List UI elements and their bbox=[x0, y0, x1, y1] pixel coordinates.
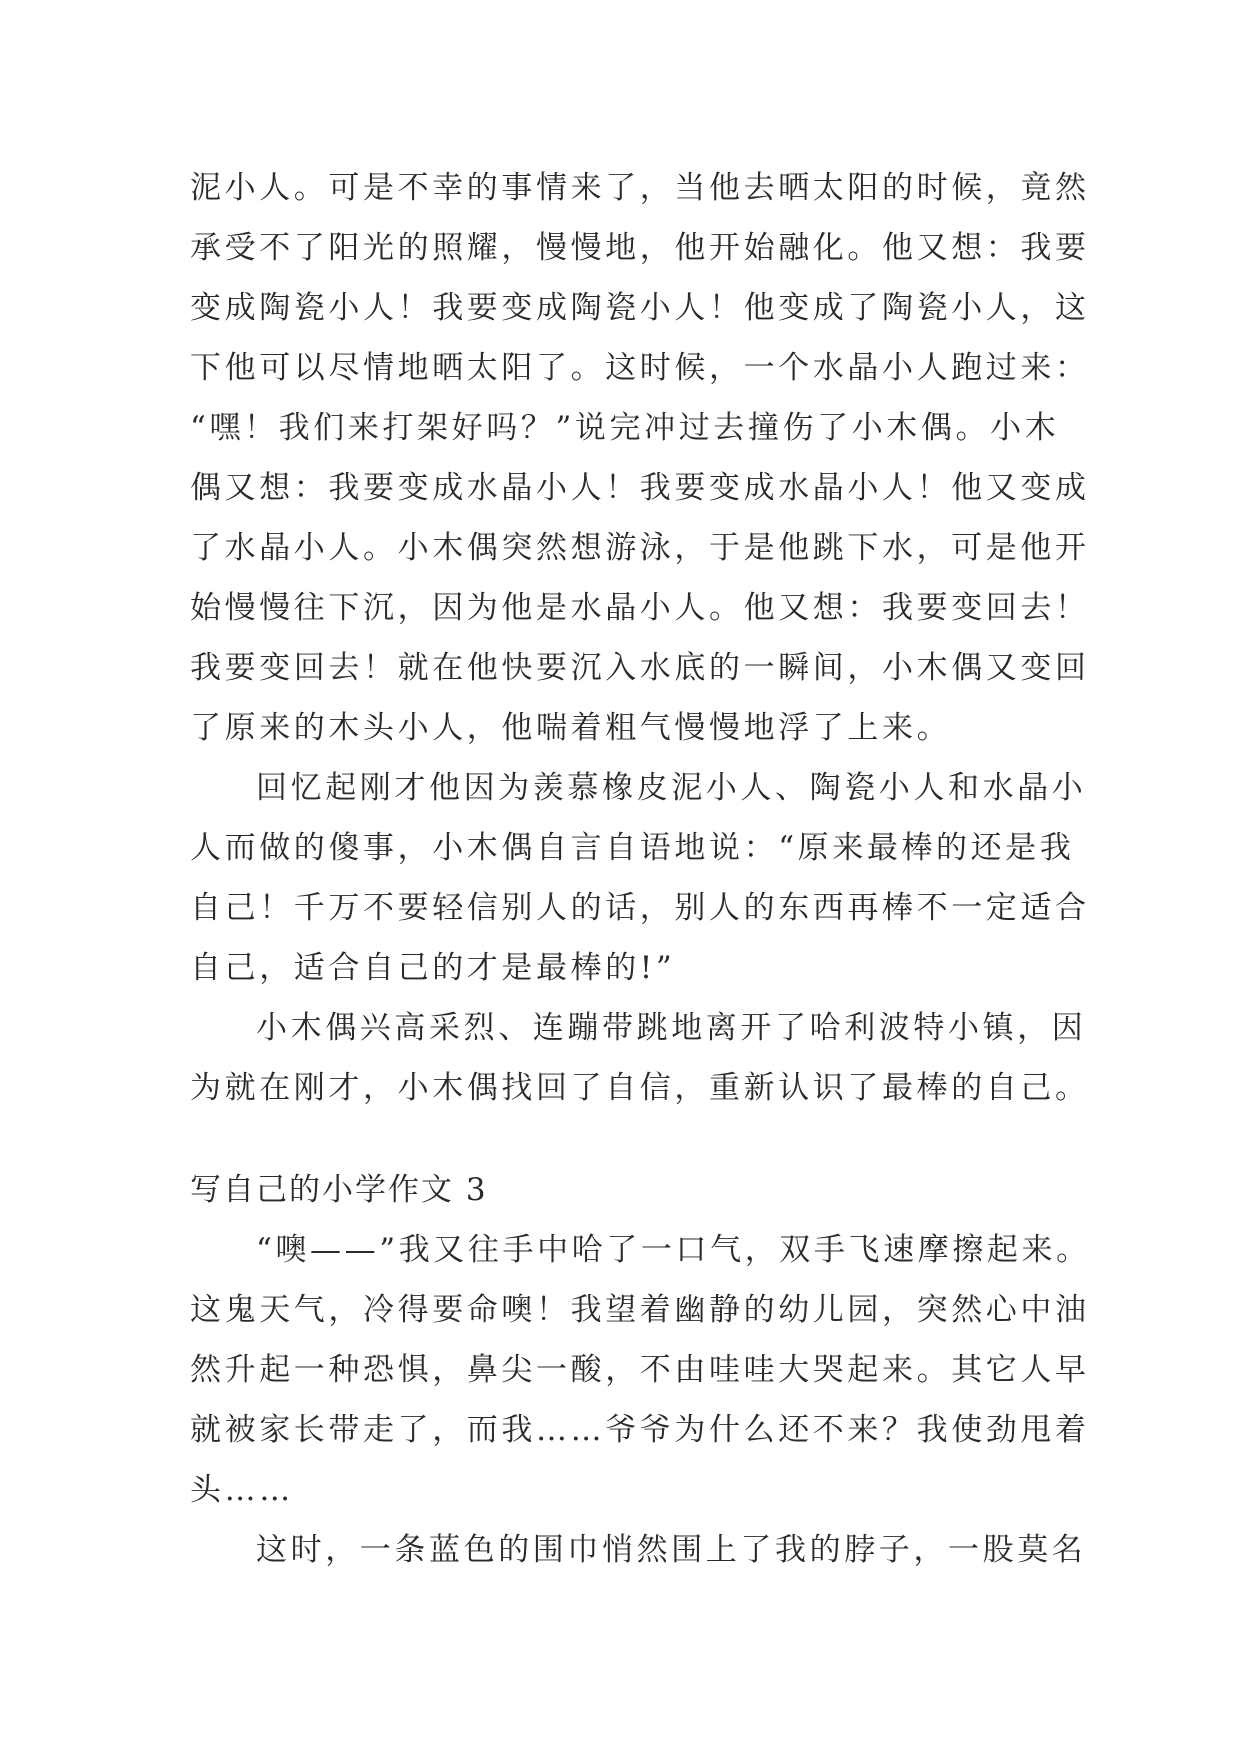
paragraph-first-line: 小木偶兴高采烈、连蹦带跳地离开了哈利波特小镇，因 bbox=[256, 1010, 1087, 1046]
text-line: 就被家长带走了，而我……爷爷为什么还不来？我使劲甩着 bbox=[190, 1412, 1090, 1448]
text-line: 然升起一种恐惧，鼻尖一酸，不由哇哇大哭起来。其它人早 bbox=[190, 1352, 1090, 1388]
text-line: 泥小人。可是不幸的事情来了，当他去晒太阳的时候，竟然 bbox=[190, 170, 1090, 206]
text-line: 了水晶小人。小木偶突然想游泳，于是他跳下水，可是他开 bbox=[190, 530, 1090, 566]
text-line: 承受不了阳光的照耀，慢慢地，他开始融化。他又想：我要 bbox=[190, 230, 1090, 266]
text-line: 始慢慢往下沉，因为他是水晶小人。他又想：我要变回去！ bbox=[190, 590, 1090, 626]
text-line: 人而做的傻事，小木偶自言自语地说：“原来最棒的还是我 bbox=[190, 830, 1075, 866]
section-heading: 写自己的小学作文 3 bbox=[190, 1172, 488, 1208]
text-line: “嘿！我们来打架好吗？”说完冲过去撞伤了小木偶。小木 bbox=[190, 410, 1060, 446]
text-line: 我要变回去！就在他快要沉入水底的一瞬间，小木偶又变回 bbox=[190, 650, 1090, 686]
paragraph-first-line: 回忆起刚才他因为羡慕橡皮泥小人、陶瓷小人和水晶小 bbox=[256, 770, 1087, 806]
paragraph-first-line: 这时，一条蓝色的围巾悄然围上了我的脖子，一股莫名 bbox=[256, 1532, 1087, 1568]
text-line: 变成陶瓷小人！我要变成陶瓷小人！他变成了陶瓷小人，这 bbox=[190, 290, 1090, 326]
text-line: 下他可以尽情地晒太阳了。这时候，一个水晶小人跑过来： bbox=[190, 350, 1090, 386]
text-line: 了原来的木头小人，他喘着粗气慢慢地浮了上来。 bbox=[190, 710, 952, 746]
text-line: 头…… bbox=[190, 1472, 294, 1508]
text-line: 自己！千万不要轻信别人的话，别人的东西再棒不一定适合 bbox=[190, 890, 1090, 926]
paragraph-first-line: “噢——”我又往手中哈了一口气，双手飞速摩擦起来。 bbox=[256, 1232, 1091, 1268]
text-line: 为就在刚才，小木偶找回了自信，重新认识了最棒的自己。 bbox=[190, 1070, 1090, 1106]
text-line: 自己，适合自己的才是最棒的!” bbox=[190, 950, 676, 986]
text-line: 偶又想：我要变成水晶小人！我要变成水晶小人！他又变成 bbox=[190, 470, 1090, 506]
text-line: 这鬼天气，冷得要命噢！我望着幽静的幼儿园，突然心中油 bbox=[190, 1292, 1090, 1328]
